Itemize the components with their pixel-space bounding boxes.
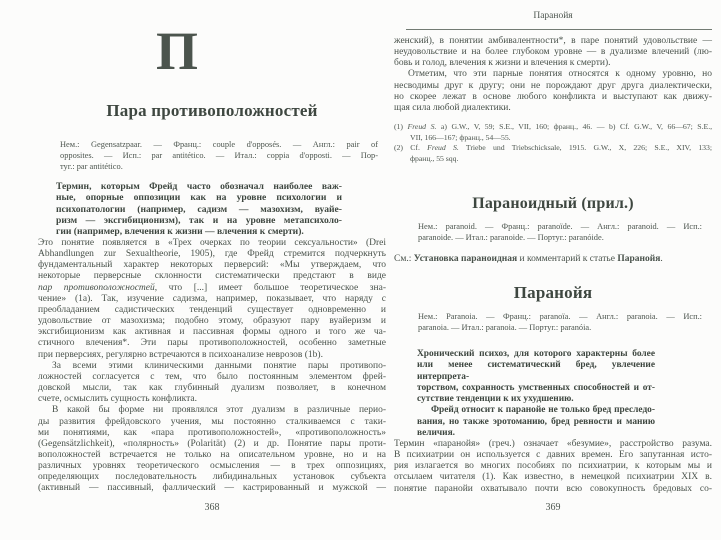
body-line: Abhandlungen zur Sexualtheorie, 1905), где Фрейд стремится подчеркнуть (38, 249, 386, 260)
body-line: при перверсиях, регулярно встречаются в психоанализе неврозов (1b). (38, 349, 323, 360)
running-head: Паранойя (533, 11, 573, 21)
body-line: ложностей согласуется с тем, что было постоянным элементом фрей- (38, 371, 386, 382)
body-line: счете, осмыслить сущность конфликта. (38, 394, 197, 405)
definition-line: психопатологии (например, садизм — мазохизм, вуайе- (56, 203, 342, 215)
body-line: определяющих последовательность либидинальных установок субъекта (38, 472, 386, 483)
body-text (38, 238, 386, 495)
body-line: женский), в понятии амбивалентности*, в паре понятий удовольствие — (394, 36, 712, 46)
definition-line: величия. (417, 428, 455, 439)
body-line: довской мысли, так как глубинный дуализм позволяет, в конечном (38, 383, 386, 394)
definition-line: Фрейд относит к паранойе не только бред преследо- (431, 405, 655, 416)
page-number: 369 (545, 502, 561, 513)
definition-line: Хронический психоз, для которого характерны более (417, 349, 655, 359)
body-line: рия излагается во многих пособиях по психиатрии, к которым мы и (394, 461, 712, 472)
definition-line: вания, но также эротоманию, бред ревности и манию (417, 416, 655, 427)
definition-block (56, 181, 342, 237)
entry-title-paranoid: Параноидный (прил.) (472, 195, 634, 212)
language-line: туг.: par antitético. (60, 162, 123, 171)
body-line: В психиатрии он используется с давних времен. Его запутанная исто- (394, 450, 712, 461)
section-letter: П (155, 21, 198, 81)
definition-line: или менее систематический бред, увлечение интерпрета- (417, 360, 655, 382)
body-line: различных уровнях теоретического осмысления — в трех оппозициях, (38, 461, 386, 472)
body-line: некоторые перверсные склонности систематически предстают в виде (38, 271, 386, 282)
body-line: несводимы друг к другу; они не порождают друг друга диалектически, (394, 80, 712, 91)
body-line: понятие паранойи охватывало почти всю совокупность бредовых со- (394, 483, 712, 494)
language-equivalents-block (418, 311, 702, 333)
footnotes-block (394, 122, 712, 164)
body-line: За всеми этими клиническими данными понятие пары противопо- (52, 360, 386, 371)
language-line: opposites. — Исп.: par antitético. — Итал.: coppia d'opposti. — Пор- (60, 151, 378, 160)
body-line: пар противоположностей, что [...] имеет большое теоретическое зна- (38, 282, 386, 293)
continuation-text (394, 36, 712, 114)
body-line: Термин «паранойя» (греч.) означает «безумие», расстройство разума. (394, 439, 712, 449)
language-line: Нем.: paranoid. — Франц.: paranoïde. — Англ.: paranoid. — Исп.: (418, 222, 702, 231)
language-line: Нем.: Gegensatzpaar. — Франц.: couple d'opposés. — Англ.: pair of (60, 140, 378, 149)
language-equivalents-block (60, 139, 378, 172)
body-line: Отметим, что эти парные понятия относятся к одному уровню, но (408, 69, 712, 80)
definition-line: Термин, которым Фрейд часто обозначал наиболее важ- (56, 181, 342, 192)
header-rule (406, 29, 712, 30)
left-page (38, 0, 386, 540)
body-line: чение» (1a). Так, изучение садизма, например, показывает, что наряду с (38, 293, 386, 304)
language-equivalents-block (418, 221, 702, 243)
definition-line: гии (например, влечения к жизни — влечения к смерти). (56, 226, 304, 238)
body-line: воположностей встречается не только на описательном уровне, но и на (38, 449, 386, 460)
definition-block (417, 349, 655, 439)
definition-line: сутствие тенденции к их ухудшению. (417, 394, 574, 405)
entry-title-paranoia: Паранойя (513, 283, 593, 302)
definition-line: ные, опорные оппозиции как на уровне психологии и (56, 192, 342, 204)
body-line: ды развития фрейдовского учения, мы постоянно сталкиваемся с таки- (38, 416, 386, 427)
body-line: фундаментальный характер некоторых перверсий: «Мы утверждаем, что (38, 260, 386, 271)
body-line: удовольствие от мазохизма; подобно этому, образуют пару вуайеризм и (38, 316, 386, 327)
language-line: paranoia. — Итал.: paranoia. — Португ.: paranóia. (418, 323, 592, 332)
body-line: отсылаем читателя (1). Как известно, в немецкой психиатрии XIX в. (394, 472, 712, 483)
body-line: (активный — пассивный, фаллический — кастрированный и мужской — (38, 483, 386, 494)
body-line: (Gegensätzlichkeit), «полярность» (Polarität) (2) и др. Понятие пары проти- (38, 438, 386, 449)
right-page (394, 0, 712, 540)
body-line: эксгибиционизм как активная и пассивная формы одного и того же ча- (38, 327, 386, 338)
footnote-line: франц., 55 sqq. (410, 153, 459, 163)
body-line: щая сила любой диалектики. (394, 102, 511, 113)
body-line: ми понятиями, как «пара противоположностей», «противоположность» (38, 427, 386, 438)
body-text (394, 439, 712, 495)
footnote-line: (1) Freud S. a) G.W., V, 59; S.E., VII, 160; франц., 46. — b) Cf. G.W., V, 66—67; S.E., (394, 122, 713, 131)
page-number: 368 (204, 502, 220, 513)
language-line: Нем.: Paranoia. — Франц.: paranoïa. — Англ.: paranoia. — Исп.: (418, 312, 702, 321)
body-line: бовь и голод, влечения к жизни и влечения к смерти). (394, 58, 611, 69)
body-line: неудовольствие и на более глубоком уровне — в дуализме влечений (лю- (394, 47, 712, 58)
footnote-line: (2) Cf. Freud S. Triebe und Triebschicksale, 1915. G.W., X, 226; S.E., XIV, 133; (394, 143, 712, 153)
body-line: Это понятие появляется в «Трех очерках по теории сексуальности» (Drei (38, 238, 386, 248)
body-line: преобладанием садистических тенденций существует одновременно и (38, 304, 386, 315)
see-also-line: См.: Установка параноидная и комментарий к статье Паранойя. (394, 254, 663, 264)
language-line: paranoide. — Итал.: paranoide. — Португ.: paranóide. (418, 233, 604, 242)
entry-title-pair-of-opposites: Пара противоположностей (106, 101, 318, 120)
body-line: но скорее лежат в основе любого конфликта и выступают как движу- (394, 91, 712, 102)
definition-line: ризм — эксгибиционизм), так и на уровне метапсихоло- (56, 214, 342, 226)
footnote-line: VII, 166—167; франц., 54—55. (410, 132, 511, 142)
body-line: В какой бы форме ни проявлялся этот дуализм в различные перио- (52, 405, 386, 416)
body-line: стичного влечения*. Эти пары противоположностей, особенно заметные (38, 338, 386, 349)
definition-line: торством, сохранность умственных способностей и от- (417, 382, 655, 393)
